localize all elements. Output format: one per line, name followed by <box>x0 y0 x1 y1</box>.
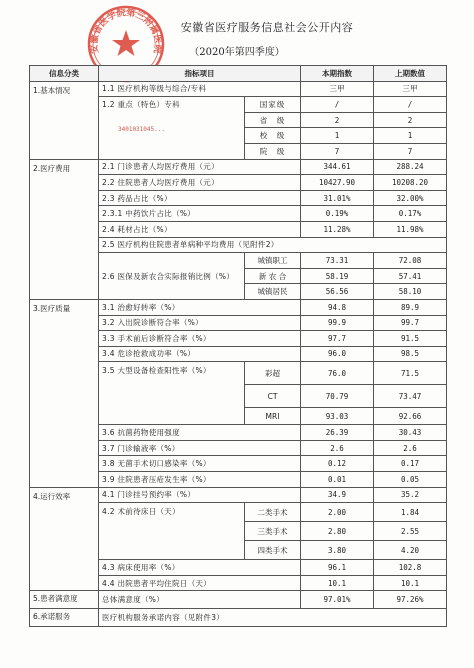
current-value: 96.1 <box>301 560 374 576</box>
current-value: 56.56 <box>301 284 374 300</box>
previous-value: 三甲 <box>374 81 447 97</box>
sub-item: MRI <box>245 408 301 425</box>
indicator-label: 4.2 术前待床日（天） <box>99 503 245 560</box>
previous-value: 72.08 <box>374 253 447 269</box>
previous-value: 0.17 <box>374 456 447 472</box>
current-value: 34.9 <box>301 487 374 503</box>
disclosure-table <box>29 65 447 627</box>
current-value: 11.28% <box>301 221 374 237</box>
indicator-label: 1.1 医疗机构等级与综合/专科 <box>99 81 301 97</box>
previous-value: 0.17% <box>374 206 447 222</box>
sub-item: 院 级 <box>245 143 301 159</box>
previous-value: 10.1 <box>374 575 447 591</box>
header-category: 信息分类 <box>30 66 99 82</box>
previous-value: 2.6 <box>374 440 447 456</box>
current-value: 0.19% <box>301 206 374 222</box>
current-value: 三甲 <box>301 81 374 97</box>
table-row <box>30 591 447 609</box>
indicator-label: 3.9 住院患者压疮发生率（%） <box>99 472 301 488</box>
category-satisfaction: 5.患者满意度 <box>30 591 99 609</box>
current-value: 2.80 <box>301 522 374 541</box>
indicator-label: 3.3 手术前后诊断符合率（%） <box>99 331 301 347</box>
previous-value: 99.7 <box>374 315 447 331</box>
indicator-label: 3.8 无菌手术切口感染率（%） <box>99 456 301 472</box>
previous-value: 0.05 <box>374 472 447 488</box>
sub-item: 四类手术 <box>245 541 301 560</box>
previous-value: 7 <box>374 143 447 159</box>
current-value: 31.01% <box>301 190 374 206</box>
table-row <box>30 609 447 627</box>
header-previous: 上期数值 <box>374 66 447 82</box>
indicator-label: 2.1 门诊患者人均医疗费用（元） <box>99 159 301 175</box>
previous-value: 2.55 <box>374 522 447 541</box>
current-value: 76.0 <box>301 362 374 385</box>
indicator-label: 2.4 耗材占比（%） <box>99 221 301 237</box>
previous-value: 288.24 <box>374 159 447 175</box>
current-value: 70.79 <box>301 385 374 408</box>
sub-item: 城镇职工 <box>245 253 301 269</box>
current-value: 0.12 <box>301 456 374 472</box>
indicator-label: 2.6 医保及新农合实际报销比例（%） <box>99 253 245 300</box>
indicator-label: 总体满意度（%） <box>99 591 301 609</box>
previous-value: 10208.20 <box>374 175 447 191</box>
current-value: 0.01 <box>301 472 374 488</box>
table-row <box>30 81 447 97</box>
current-value: 10.1 <box>301 575 374 591</box>
current-value: 2 <box>301 112 374 128</box>
previous-value: 91.5 <box>374 331 447 347</box>
category-efficiency: 4.运行效率 <box>30 487 99 591</box>
indicator-label: 2.3.1 中药饮片占比（%） <box>99 206 301 222</box>
indicator-label: 4.3 病床使用率（%） <box>99 560 301 576</box>
current-value: 26.39 <box>301 425 374 441</box>
current-value: 96.0 <box>301 346 374 362</box>
previous-value: 4.20 <box>374 541 447 560</box>
document-title: 安徽省医疗服务信息社会公开内容 <box>180 21 354 34</box>
table-row <box>30 487 447 503</box>
previous-value: 57.41 <box>374 268 447 284</box>
indicator-label: 2.5 医疗机构住院患者单病种平均费用（见附件2） <box>99 237 447 253</box>
sub-item: 省 级 <box>245 112 301 128</box>
previous-value: 71.5 <box>374 362 447 385</box>
previous-value: 1 <box>374 128 447 144</box>
sub-item: 三类手术 <box>245 522 301 541</box>
previous-value: 73.47 <box>374 385 447 408</box>
previous-value: 35.2 <box>374 487 447 503</box>
header-current: 本期指数 <box>301 66 374 82</box>
previous-value: 102.8 <box>374 560 447 576</box>
current-value: 344.61 <box>301 159 374 175</box>
indicator-label: 3.2 入出院诊断符合率（%） <box>99 315 301 331</box>
previous-value: 58.10 <box>374 284 447 300</box>
current-value: 94.8 <box>301 299 374 315</box>
sub-item: 城镇居民 <box>245 284 301 300</box>
indicator-label: 3.4 危诊抢救成功率（%） <box>99 346 301 362</box>
sub-item: CT <box>245 385 301 408</box>
table-header-row <box>30 66 447 82</box>
indicator-label: 2.3 药品占比（%） <box>99 190 301 206</box>
current-value: 73.31 <box>301 253 374 269</box>
previous-value: 32.00% <box>374 190 447 206</box>
current-value: 99.9 <box>301 315 374 331</box>
category-commitment: 6.承诺服务 <box>30 609 99 627</box>
table-row <box>30 159 447 175</box>
sub-item: 彩超 <box>245 362 301 385</box>
header-indicator: 指标项目 <box>99 66 301 82</box>
sub-item: 二类手术 <box>245 503 301 522</box>
current-value: 2.00 <box>301 503 374 522</box>
previous-value: 30.43 <box>374 425 447 441</box>
current-value: 3.80 <box>301 541 374 560</box>
indicator-label: 2.2 住院患者人均医疗费用（元） <box>99 175 301 191</box>
current-value: 1 <box>301 128 374 144</box>
indicator-label: 3.7 门诊输液率（%） <box>99 440 301 456</box>
current-value: 7 <box>301 143 374 159</box>
current-value: 97.7 <box>301 331 374 347</box>
current-value: 10427.90 <box>301 175 374 191</box>
current-value: / <box>301 97 374 113</box>
previous-value: 11.98% <box>374 221 447 237</box>
document-subtitle: （2020年第四季度） <box>189 47 285 58</box>
indicator-label: 4.1 门诊挂号预约率（%） <box>99 487 301 503</box>
category-cost: 2.医疗费用 <box>30 159 99 299</box>
seal-registration-number: 3401031045... <box>118 126 165 133</box>
sub-item: 新 农 合 <box>245 268 301 284</box>
previous-value: 98.5 <box>374 346 447 362</box>
indicator-label: 4.4 出院患者平均住院日（天） <box>99 575 301 591</box>
previous-value: 2 <box>374 112 447 128</box>
indicator-label: 3.5 大型设备检查阳性率（%） <box>99 362 245 425</box>
previous-value: 89.9 <box>374 299 447 315</box>
indicator-label: 3.1 治愈好转率（%） <box>99 299 301 315</box>
sub-item: 国家级 <box>245 97 301 113</box>
current-value: 93.03 <box>301 408 374 425</box>
current-value: 2.6 <box>301 440 374 456</box>
previous-value: / <box>374 97 447 113</box>
table-row <box>30 299 447 315</box>
svg-text:安徽省医学院第三附属医院: 安徽省医学院第三附属医院 <box>89 8 163 55</box>
category-basic: 1.基本情况 <box>30 81 99 159</box>
previous-value: 97.26% <box>374 591 447 609</box>
category-quality: 3.医疗质量 <box>30 299 99 487</box>
indicator-label: 3.6 抗菌药物使用强度 <box>99 425 301 441</box>
previous-value: 92.66 <box>374 408 447 425</box>
previous-value: 1.84 <box>374 503 447 522</box>
current-value: 97.01% <box>301 591 374 609</box>
sub-item: 校 级 <box>245 128 301 144</box>
current-value: 58.19 <box>301 268 374 284</box>
indicator-label: 医疗机构服务承诺内容（见附件3） <box>99 609 447 627</box>
indicator-label: 1.2 重点（特色）专科 <box>99 97 245 159</box>
